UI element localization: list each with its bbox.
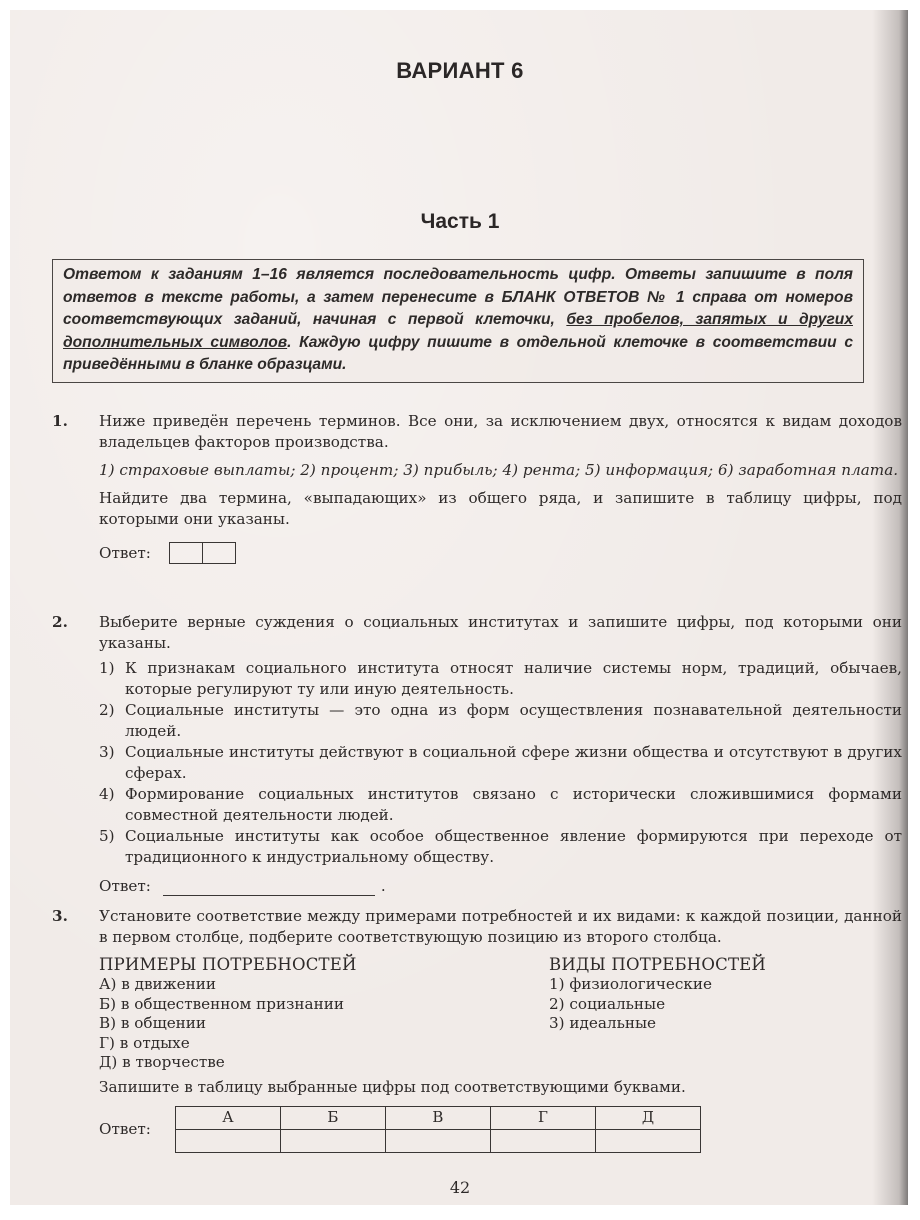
instructions-text-1: Ответом к заданиям 1–16 является последовательность цифр. Ответы запишите в поля ответов в тексте работы, а затем перенесите в БЛАНК ОТВЕТОВ № 1 справа от номеров соответствующих заданий, начиная с первой клеточки, [63, 266, 853, 328]
option-5 [99, 826, 902, 868]
example-item: А) в движении [99, 975, 216, 993]
example-item: Г) в отдыхе [99, 1033, 190, 1052]
answer-cell[interactable] [202, 543, 235, 563]
type-item: 1) физиологические [549, 975, 712, 993]
option-number: 2) [99, 701, 115, 719]
instructions-text-2: . Каждую цифру пишите в отдельной клеточке в соответствии с приведёнными в бланке образцами. [63, 333, 853, 373]
table-header-cell: В [385, 1106, 490, 1129]
option-4 [99, 784, 902, 826]
table-header-cell: Г [490, 1106, 595, 1129]
table-instruction: Запишите в таблицу выбранные цифры под соответствующими буквами. [99, 1077, 686, 1096]
question-2 [52, 612, 902, 897]
option-text: Социальные институты — это одна из форм осуществления познавательной деятельности людей. [125, 701, 902, 740]
question-task: Найдите два термина, «выпадающих» из общего ряда, и запишите в таблицу цифры, под которыми они указаны. [99, 489, 902, 528]
example-item: Б) в общественном признании [99, 994, 344, 1013]
answer-label: Ответ: [99, 543, 151, 562]
option-number: 5) [99, 827, 115, 845]
question-number: 3. [52, 907, 68, 925]
answer-cell[interactable] [170, 543, 202, 563]
option-text: Социальные институты как особое общественное явление формируются при переходе от традиционного к индустриальному обществу. [125, 827, 902, 866]
answer-table [175, 1106, 701, 1153]
table-header-cell: Д [595, 1106, 700, 1129]
example-item: В) в общении [99, 1014, 207, 1032]
part-title: Часть 1 [420, 210, 500, 233]
question-intro: Установите соответствие между примерами потребностей и их видами: к каждой позиции, данной в первом столбце, подберите соответствующую позицию из второго столбца. [99, 907, 902, 946]
table-answer-cell[interactable] [385, 1129, 490, 1152]
type-item: 2) социальные [549, 994, 666, 1013]
table-answer-cell[interactable] [280, 1129, 385, 1152]
option-number: 3) [99, 743, 115, 761]
option-number: 1) [99, 659, 115, 677]
table-answer-cell[interactable] [490, 1129, 595, 1152]
question-intro: Выберите верные суждения о социальных институтах и запишите цифры, под которыми они указаны. [99, 613, 902, 652]
examples-header: ПРИМЕРЫ ПОТРЕБНОСТЕЙ [99, 955, 357, 974]
example-item: Д) в творчестве [99, 1053, 225, 1071]
question-1 [52, 411, 902, 564]
option-3 [99, 742, 902, 784]
instructions-box [52, 259, 864, 383]
table-header-cell: А [175, 1106, 280, 1129]
table-answer-cell[interactable] [175, 1129, 280, 1152]
variant-title: ВАРИАНТ 6 [396, 58, 524, 83]
option-number: 4) [99, 785, 115, 803]
option-1 [99, 658, 902, 700]
answer-cells [169, 542, 236, 564]
option-2 [99, 700, 902, 742]
question-number: 2. [52, 613, 68, 631]
types-header: ВИДЫ ПОТРЕБНОСТЕЙ [549, 955, 766, 974]
page-number: 42 [449, 1178, 471, 1197]
type-item: 3) идеальные [549, 1014, 657, 1032]
question-number: 1. [52, 412, 68, 430]
examples-column [99, 954, 549, 1073]
table-header-cell: Б [280, 1106, 385, 1129]
types-column [549, 954, 766, 1073]
answer-end-dot: . [380, 877, 386, 895]
terms-list: 1) страховые выплаты; 2) процент; 3) прибыль; 4) рента; 5) информация; 6) заработная плата. [99, 461, 899, 479]
answer-label: Ответ: [99, 1119, 151, 1138]
option-text: К признакам социального института относят наличие системы норм, традиций, обычаев, которые регулируют ту или иную деятельность. [125, 659, 902, 698]
option-text: Социальные институты действуют в социальной сфере жизни общества и отсутствуют в других сферах. [125, 743, 902, 782]
option-text: Формирование социальных институтов связано с исторически сложившимися формами совместной деятельности людей. [125, 785, 902, 824]
table-answer-cell[interactable] [595, 1129, 700, 1152]
table-answer-row [175, 1129, 700, 1152]
question-3 [52, 906, 902, 1153]
instructions-underlined: без пробелов, запятых и других дополнительных символов [63, 311, 853, 351]
table-header-row [175, 1106, 700, 1129]
answer-line-input[interactable] [163, 878, 375, 896]
answer-label: Ответ: [99, 877, 151, 895]
question-intro: Ниже приведён перечень терминов. Все они, за исключением двух, относятся к видам доходов владельцев факторов производства. [99, 412, 902, 451]
